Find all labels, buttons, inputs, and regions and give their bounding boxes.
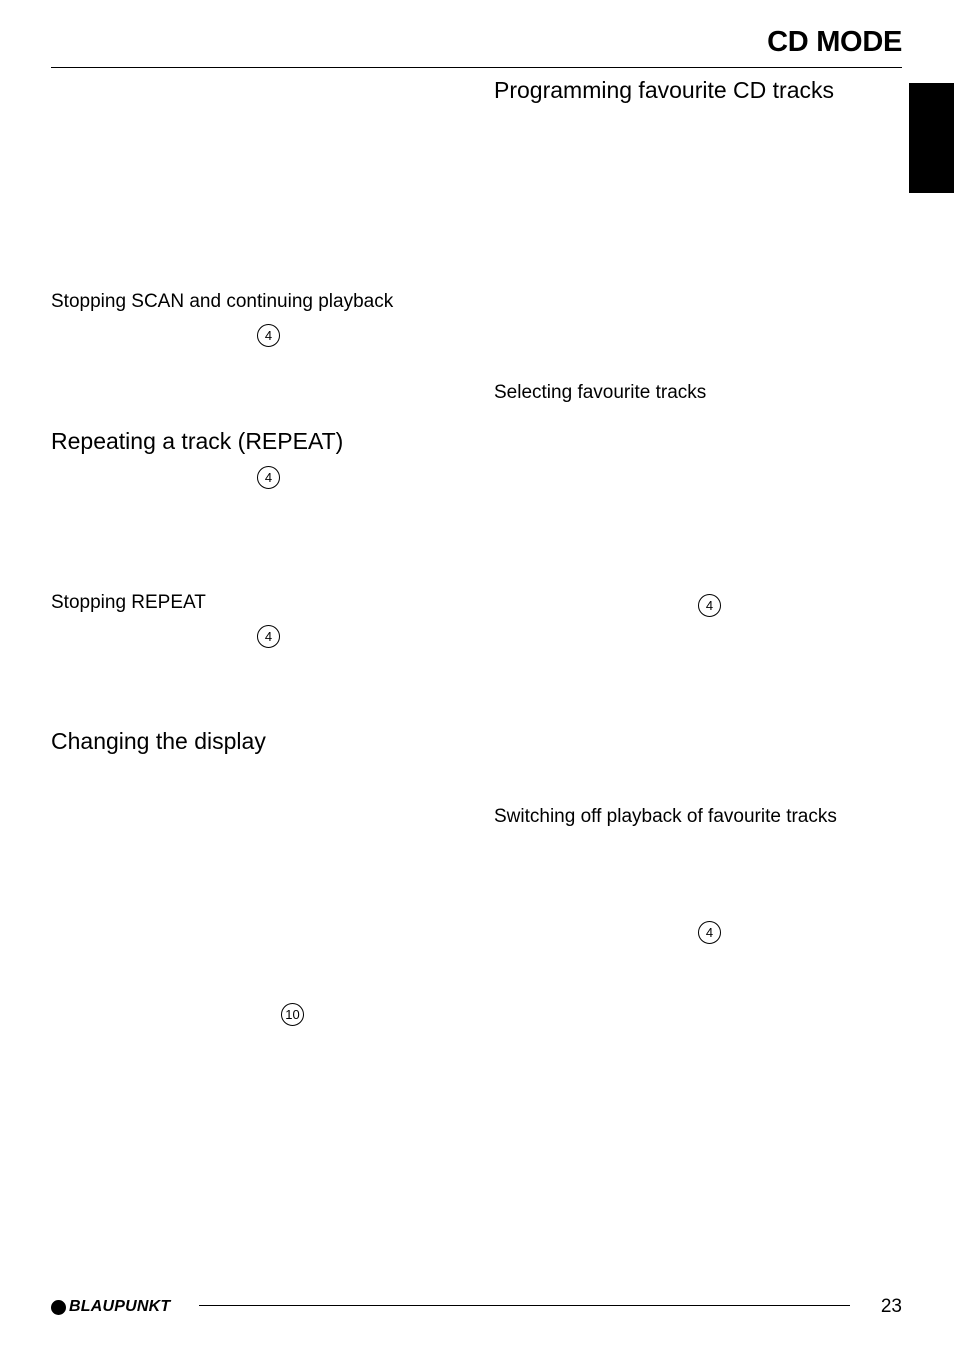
page-title: CD MODE (767, 26, 902, 58)
header-divider (51, 67, 902, 68)
brand-name: BLAUPUNKT (69, 1298, 171, 1315)
stopping-scan-heading: Stopping SCAN and continuing playback (51, 291, 394, 312)
page-number: 23 (880, 1296, 902, 1317)
stopping-repeat-heading: Stopping REPEAT (51, 592, 206, 613)
brand-logo (51, 1297, 170, 1317)
footer-divider (199, 1305, 850, 1306)
button-reference-badge: 4 (698, 594, 721, 617)
button-reference-badge: 4 (698, 921, 721, 944)
button-reference-badge: 4 (257, 466, 280, 489)
button-reference-badge: 4 (257, 625, 280, 648)
button-reference-badge: 4 (257, 324, 280, 347)
programming-heading: Programming favourite CD tracks (494, 77, 834, 103)
display-heading: Changing the display (51, 728, 266, 754)
section-tab-marker (909, 83, 954, 193)
selecting-heading: Selecting favourite tracks (494, 382, 707, 403)
switching-off-heading: Switching off playback of favourite tracks (494, 806, 837, 827)
button-reference-badge: 10 (281, 1003, 304, 1026)
brand-dot-icon (51, 1300, 66, 1315)
repeat-heading: Repeating a track (REPEAT) (51, 428, 344, 454)
